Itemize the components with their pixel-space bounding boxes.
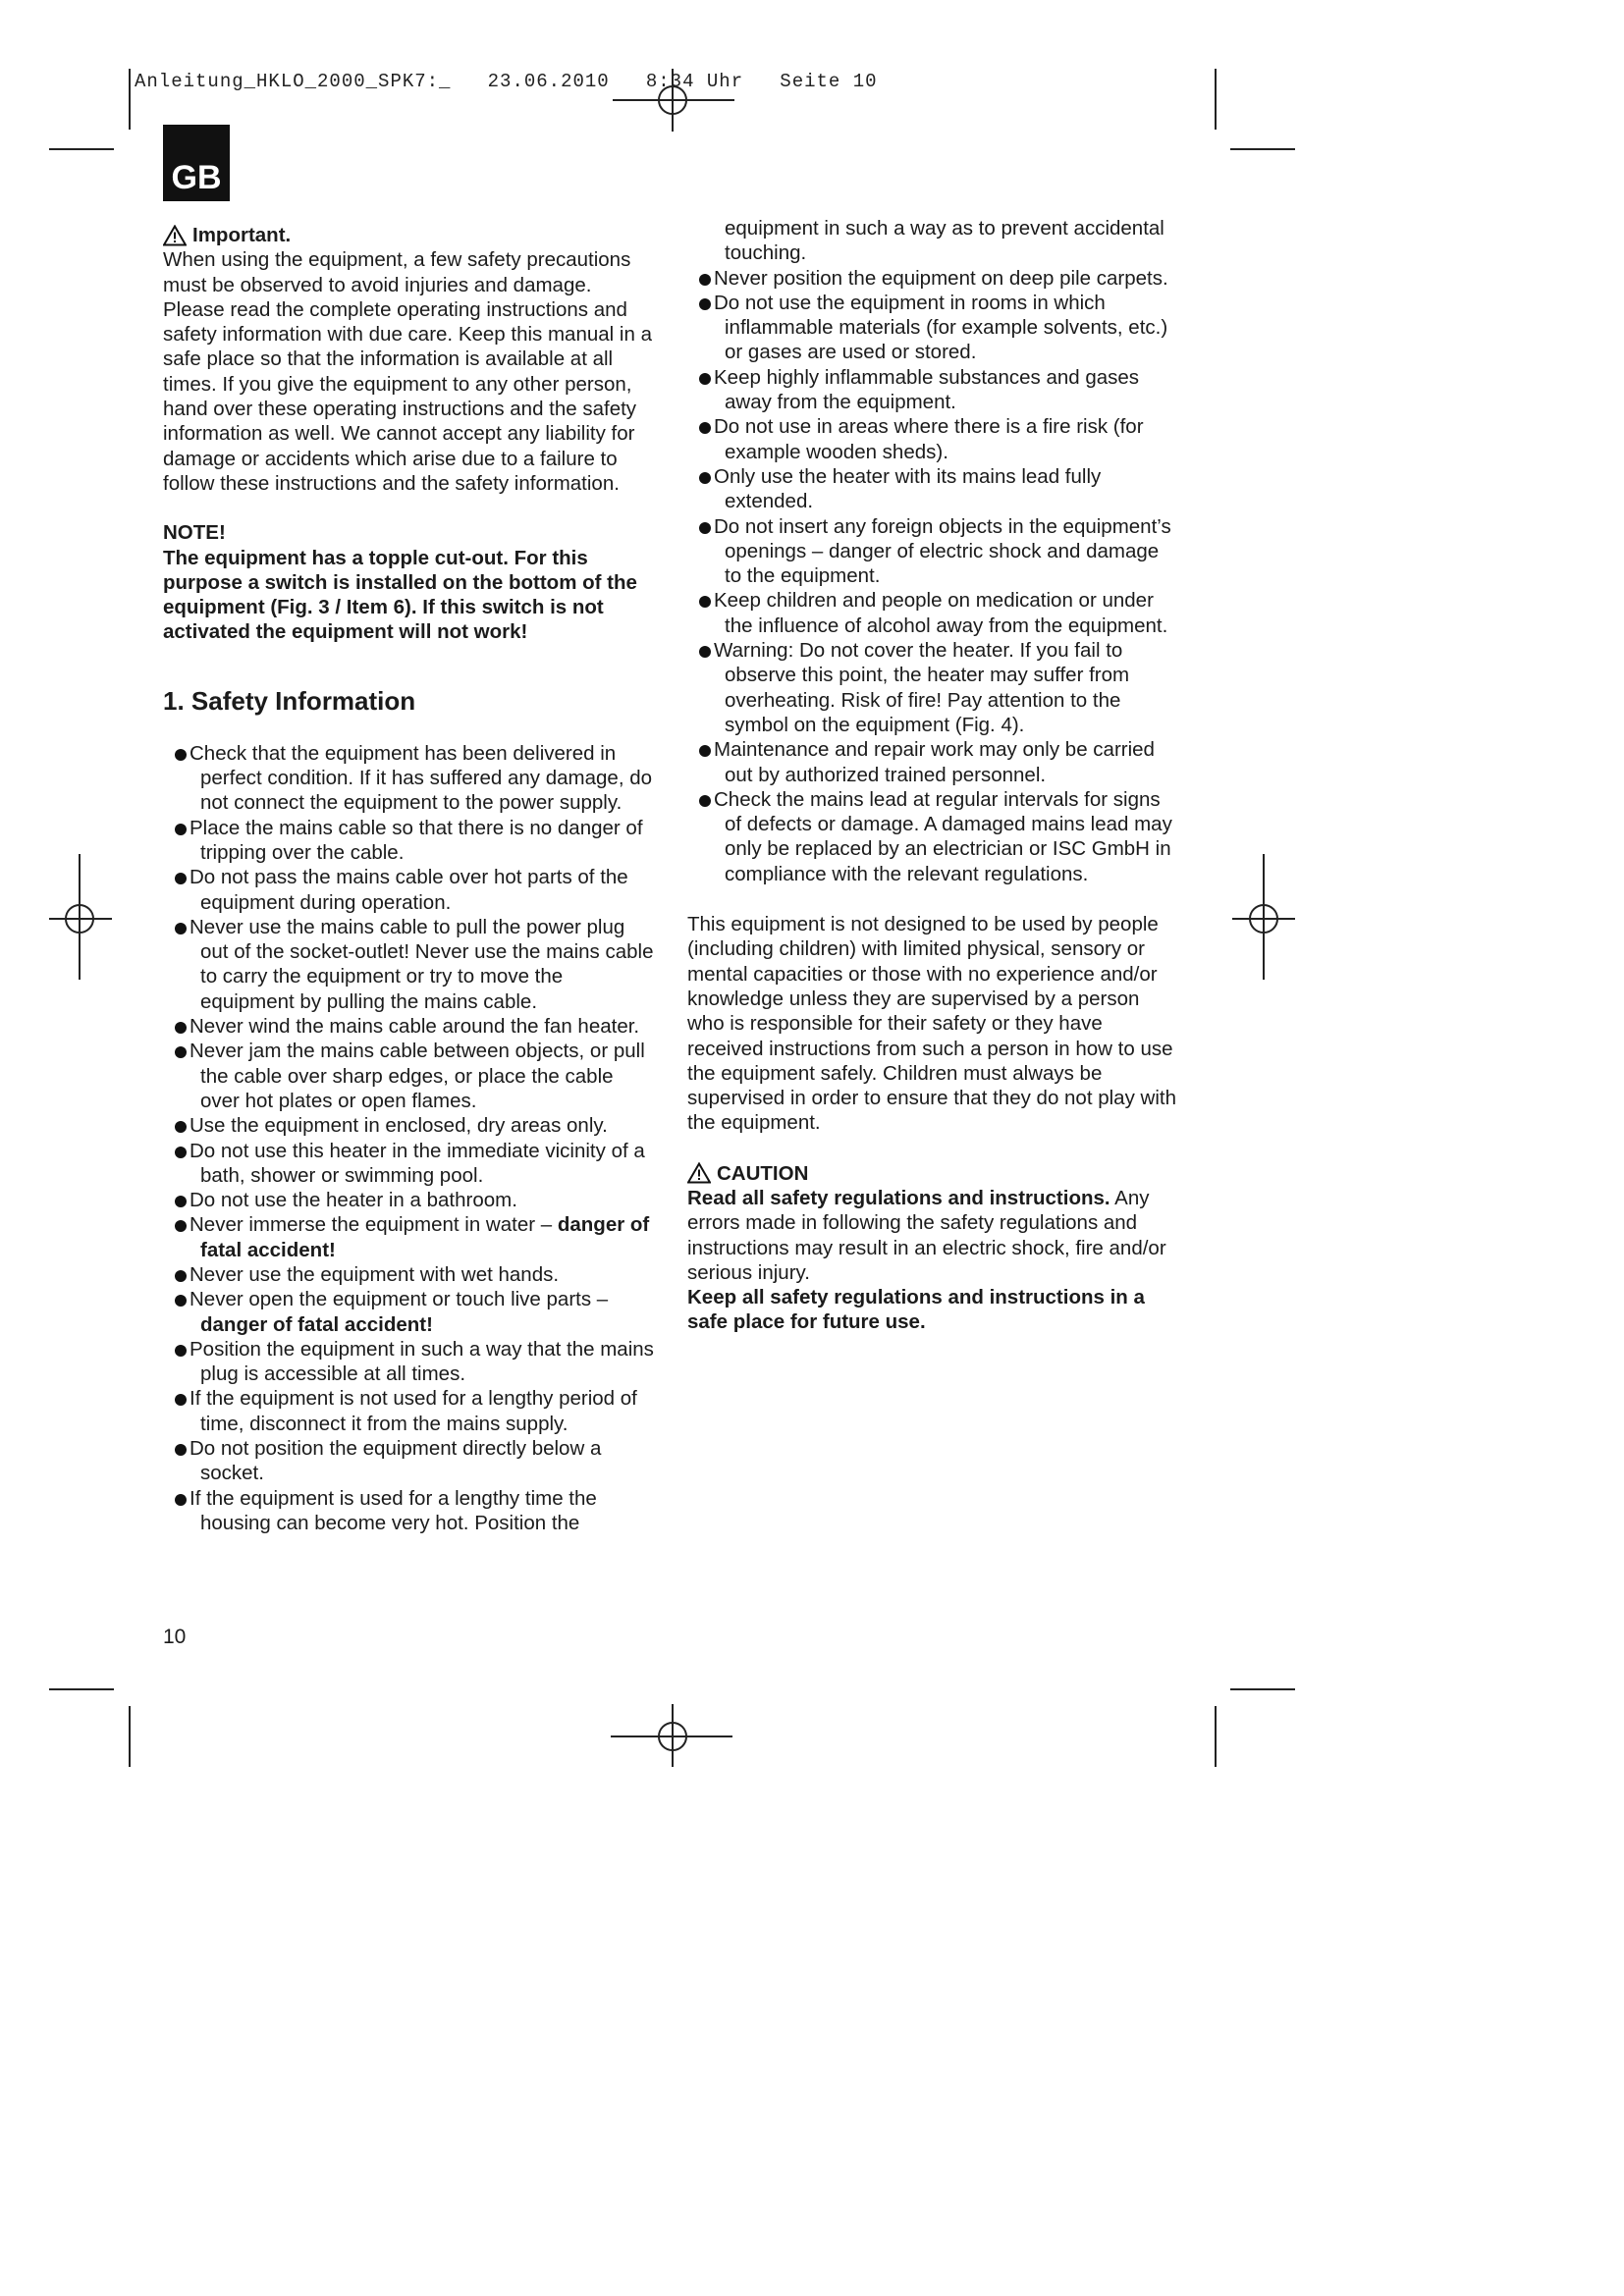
bullet-icon <box>699 745 711 757</box>
important-title: Important. <box>192 224 292 246</box>
list-item: Check that the equipment has been delivered in perfect condition. If it has suffered any damage, do not connect the equipment to the power supply. <box>163 741 654 816</box>
bullet-icon <box>175 1295 187 1307</box>
list-item: Never open the equipment or touch live parts – danger of fatal accident! <box>163 1287 654 1337</box>
list-item: Never use the mains cable to pull the power plug out of the socket-outlet! Never use the mains cable to carry the equipment or try to move the equipment by pulling the mains cable. <box>163 915 654 1014</box>
registration-mark <box>65 904 94 934</box>
caution-text: Read all safety regulations and instructions. Any errors made in following the safety regulations and instructions may result in an electric shock, fire and/or serious injury. <box>687 1186 1166 1284</box>
bullet-icon <box>175 1121 187 1133</box>
list-item: Use the equipment in enclosed, dry areas only. <box>163 1113 654 1138</box>
children-paragraph: This equipment is not designed to be used by people (including children) with limited physical, sensory or mental capacities or those with no experience and/or knowledge unless they are supervised by a person who is responsible for their safety or they have received instructions from such a person in how to use the equipment safely. Children must always be supervised in order to ensure that they do not play with the equipment. <box>687 913 1176 1135</box>
crop-mark <box>1215 69 1217 130</box>
bullet-icon <box>175 1196 187 1207</box>
note-text: The equipment has a topple cut-out. For this purpose a switch is installed on the bottom of the equipment (Fig. 3 / Item 6). If this switch is not activated the equipment will not work! <box>163 546 637 644</box>
bullet-icon <box>175 1270 187 1282</box>
print-header: Anleitung_HKLO_2000_SPK7:_ 23.06.2010 8:34 Uhr Seite 10 <box>135 71 878 92</box>
note-title: NOTE! <box>163 521 226 545</box>
list-item: Maintenance and repair work may only be carried out by authorized trained personnel. <box>687 737 1178 787</box>
language-tab: GB <box>163 125 230 201</box>
list-item: Do not use in areas where there is a fire risk (for example wooden sheds). <box>687 414 1178 464</box>
list-item: Never position the equipment on deep pile carpets. <box>687 266 1178 291</box>
list-item: Never immerse the equipment in water – danger of fatal accident! <box>163 1212 654 1262</box>
list-item: Do not pass the mains cable over hot parts of the equipment during operation. <box>163 865 654 915</box>
bullet-icon <box>175 873 187 884</box>
section-title: 1. Safety Information <box>163 685 416 716</box>
list-continuation: equipment in such a way as to prevent accidental touching. <box>725 217 1164 265</box>
bullet-icon <box>699 596 711 608</box>
bullet-icon <box>175 1022 187 1034</box>
list-item: Place the mains cable so that there is no danger of tripping over the cable. <box>163 816 654 866</box>
bullet-icon <box>699 646 711 658</box>
list-item: Do not use the heater in a bathroom. <box>163 1188 654 1212</box>
bullet-icon <box>699 422 711 434</box>
crop-mark <box>129 1706 131 1767</box>
bullet-icon <box>699 472 711 484</box>
list-item: If the equipment is used for a lengthy time the housing can become very hot. Position the <box>163 1486 654 1536</box>
list-item: Do not use the equipment in rooms in which inflammable materials (for example solvents, etc.) or gases are used or stored. <box>687 291 1178 365</box>
list-item: If the equipment is not used for a lengthy period of time, disconnect it from the mains supply. <box>163 1386 654 1436</box>
caution-title: CAUTION <box>717 1161 809 1185</box>
warning-icon <box>163 225 187 246</box>
list-item: Check the mains lead at regular intervals for signs of defects or damage. A damaged mains lead may only be replaced by an electrician or ISC GmbH in compliance with the relevant regulations. <box>687 787 1178 886</box>
safety-list-left <box>163 741 654 1536</box>
page-number: 10 <box>163 1626 187 1648</box>
list-item: Warning: Do not cover the heater. If you fail to observe this point, the heater may suffer from overheating. Risk of fire! Pay attention to the symbol on the equipment (Fig. 4). <box>687 638 1178 737</box>
bullet-icon <box>699 373 711 385</box>
safety-list-right <box>687 266 1178 886</box>
important-text: When using the equipment, a few safety precautions must be observed to avoid injuries and damage. Please read the complete operating instructions and safety information with due care. Keep this manual in a safe place so that the information is available at all times. If you give the equipment to any other person, hand over these operating instructions and the safety information as well. We cannot accept any liability for damage or accidents which arise due to a failure to follow these instructions and the safety information. <box>163 248 652 495</box>
bullet-icon <box>175 1394 187 1406</box>
list-item: Keep highly inflammable substances and gases away from the equipment. <box>687 365 1178 415</box>
warning-icon <box>687 1162 711 1184</box>
crop-mark <box>1230 1688 1295 1690</box>
left-column <box>163 223 654 1535</box>
bullet-icon <box>699 795 711 807</box>
right-column <box>687 216 1178 1335</box>
registration-mark <box>658 1722 687 1751</box>
caution-keep: Keep all safety regulations and instructions in a safe place for future use. <box>687 1286 1145 1334</box>
bullet-icon <box>699 522 711 534</box>
crop-mark <box>129 69 131 130</box>
crop-mark <box>49 148 114 150</box>
bullet-icon <box>175 824 187 835</box>
bullet-icon <box>175 1046 187 1058</box>
list-item: Position the equipment in such a way that the mains plug is accessible at all times. <box>163 1337 654 1387</box>
list-item: Keep children and people on medication or under the influence of alcohol away from the equipment. <box>687 588 1178 638</box>
list-item: Never wind the mains cable around the fan heater. <box>163 1014 654 1039</box>
bullet-icon <box>175 1494 187 1506</box>
list-item: Do not insert any foreign objects in the equipment’s openings – danger of electric shock and damage to the equipment. <box>687 514 1178 589</box>
list-item: Do not use this heater in the immediate vicinity of a bath, shower or swimming pool. <box>163 1139 654 1189</box>
bullet-icon <box>175 1444 187 1456</box>
bullet-icon <box>175 1220 187 1232</box>
bullet-icon <box>175 749 187 761</box>
list-item: Only use the heater with its mains lead fully extended. <box>687 464 1178 514</box>
bullet-icon <box>699 298 711 310</box>
crop-mark <box>1230 148 1295 150</box>
list-item: Never jam the mains cable between objects, or pull the cable over sharp edges, or place the cable over hot plates or open flames. <box>163 1039 654 1113</box>
bullet-icon <box>699 274 711 286</box>
list-item: Do not position the equipment directly below a socket. <box>163 1436 654 1486</box>
bullet-icon <box>175 1345 187 1357</box>
list-item: Never use the equipment with wet hands. <box>163 1262 654 1287</box>
bullet-icon <box>175 923 187 934</box>
bullet-icon <box>175 1147 187 1158</box>
important-heading <box>163 223 654 247</box>
registration-mark <box>1249 904 1278 934</box>
crop-mark <box>49 1688 114 1690</box>
caution-heading <box>687 1161 1178 1186</box>
crop-mark <box>1215 1706 1217 1767</box>
